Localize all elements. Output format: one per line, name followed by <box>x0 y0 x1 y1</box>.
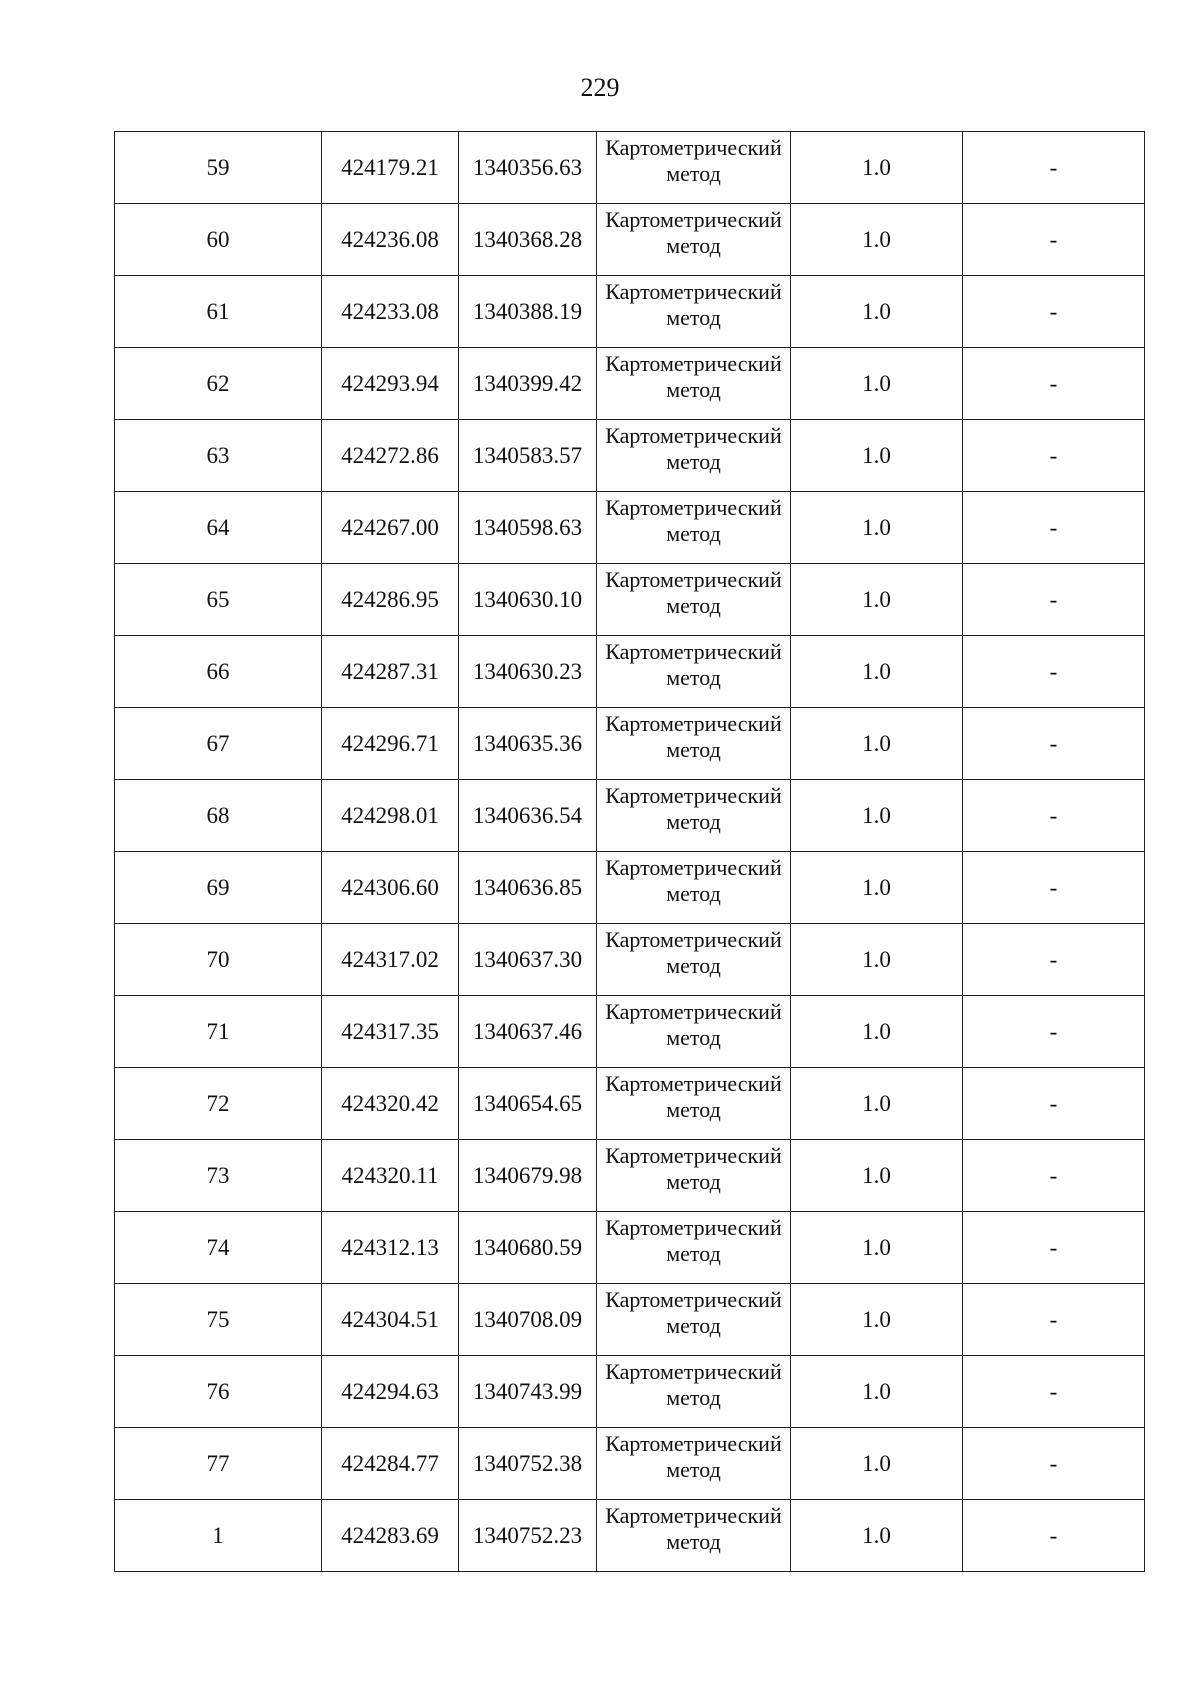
method-line-1: Картометрический <box>605 351 782 376</box>
note-cell: - <box>963 1212 1145 1284</box>
y-coordinate-cell: 1340630.10 <box>459 564 597 636</box>
x-coordinate-cell: 424293.94 <box>322 348 459 420</box>
point-number-cell: 76 <box>115 1356 322 1428</box>
note-cell: - <box>963 636 1145 708</box>
note-cell: - <box>963 132 1145 204</box>
note-cell: - <box>963 348 1145 420</box>
x-coordinate-cell: 424296.71 <box>322 708 459 780</box>
x-coordinate-cell: 424284.77 <box>322 1428 459 1500</box>
method-cell <box>597 1428 791 1500</box>
method-line-1: Картометрический <box>605 1359 782 1384</box>
y-coordinate-cell: 1340399.42 <box>459 348 597 420</box>
y-coordinate-cell: 1340654.65 <box>459 1068 597 1140</box>
y-coordinate-cell: 1340752.38 <box>459 1428 597 1500</box>
method-cell <box>597 132 791 204</box>
table-row <box>115 1356 1145 1428</box>
table-row <box>115 1140 1145 1212</box>
method-cell <box>597 1068 791 1140</box>
table-row <box>115 564 1145 636</box>
x-coordinate-cell: 424317.02 <box>322 924 459 996</box>
y-coordinate-cell: 1340630.23 <box>459 636 597 708</box>
y-coordinate-cell: 1340637.30 <box>459 924 597 996</box>
table-row <box>115 708 1145 780</box>
method-line-1: Картометрический <box>605 1071 782 1096</box>
method-cell <box>597 1500 791 1572</box>
note-cell: - <box>963 1284 1145 1356</box>
page-number: 229 <box>580 73 620 102</box>
table-body <box>115 132 1145 1572</box>
method-line-1: Картометрический <box>605 423 782 448</box>
y-coordinate-cell: 1340743.99 <box>459 1356 597 1428</box>
note-cell: - <box>963 1140 1145 1212</box>
method-line-1: Картометрический <box>605 783 782 808</box>
note-cell: - <box>963 996 1145 1068</box>
method-line-1: Картометрический <box>605 1287 782 1312</box>
accuracy-cell: 1.0 <box>791 132 963 204</box>
note-cell: - <box>963 1068 1145 1140</box>
method-line-1: Картометрический <box>605 1143 782 1168</box>
method-line-1: Картометрический <box>605 135 782 160</box>
y-coordinate-cell: 1340636.54 <box>459 780 597 852</box>
method-cell <box>597 204 791 276</box>
x-coordinate-cell: 424179.21 <box>322 132 459 204</box>
method-line-2: метод <box>666 665 721 690</box>
accuracy-cell: 1.0 <box>791 564 963 636</box>
x-coordinate-cell: 424320.11 <box>322 1140 459 1212</box>
accuracy-cell: 1.0 <box>791 1212 963 1284</box>
x-coordinate-cell: 424312.13 <box>322 1212 459 1284</box>
table-row <box>115 420 1145 492</box>
table-row <box>115 1428 1145 1500</box>
method-cell <box>597 1212 791 1284</box>
y-coordinate-cell: 1340680.59 <box>459 1212 597 1284</box>
method-line-2: метод <box>666 593 721 618</box>
point-number-cell: 69 <box>115 852 322 924</box>
note-cell: - <box>963 1500 1145 1572</box>
point-number-cell: 66 <box>115 636 322 708</box>
method-line-2: метод <box>666 1529 721 1554</box>
coordinates-table <box>114 131 1145 1572</box>
method-cell <box>597 348 791 420</box>
method-cell <box>597 780 791 852</box>
method-line-1: Картометрический <box>605 207 782 232</box>
method-line-2: метод <box>666 377 721 402</box>
point-number-cell: 71 <box>115 996 322 1068</box>
y-coordinate-cell: 1340635.36 <box>459 708 597 780</box>
y-coordinate-cell: 1340368.28 <box>459 204 597 276</box>
accuracy-cell: 1.0 <box>791 708 963 780</box>
method-cell <box>597 564 791 636</box>
accuracy-cell: 1.0 <box>791 996 963 1068</box>
note-cell: - <box>963 564 1145 636</box>
accuracy-cell: 1.0 <box>791 1428 963 1500</box>
accuracy-cell: 1.0 <box>791 276 963 348</box>
y-coordinate-cell: 1340708.09 <box>459 1284 597 1356</box>
note-cell: - <box>963 204 1145 276</box>
x-coordinate-cell: 424317.35 <box>322 996 459 1068</box>
note-cell: - <box>963 708 1145 780</box>
accuracy-cell: 1.0 <box>791 1500 963 1572</box>
method-line-1: Картометрический <box>605 1215 782 1240</box>
accuracy-cell: 1.0 <box>791 636 963 708</box>
point-number-cell: 68 <box>115 780 322 852</box>
x-coordinate-cell: 424286.95 <box>322 564 459 636</box>
method-cell <box>597 1140 791 1212</box>
point-number-cell: 61 <box>115 276 322 348</box>
x-coordinate-cell: 424306.60 <box>322 852 459 924</box>
method-line-1: Картометрический <box>605 567 782 592</box>
table-row <box>115 1212 1145 1284</box>
table-row <box>115 996 1145 1068</box>
accuracy-cell: 1.0 <box>791 780 963 852</box>
y-coordinate-cell: 1340752.23 <box>459 1500 597 1572</box>
method-line-1: Картометрический <box>605 927 782 952</box>
method-line-2: метод <box>666 1457 721 1482</box>
method-cell <box>597 852 791 924</box>
y-coordinate-cell: 1340637.46 <box>459 996 597 1068</box>
method-line-1: Картометрический <box>605 639 782 664</box>
method-cell <box>597 636 791 708</box>
method-line-1: Картометрический <box>605 495 782 520</box>
x-coordinate-cell: 424233.08 <box>322 276 459 348</box>
table-row <box>115 204 1145 276</box>
method-line-1: Картометрический <box>605 279 782 304</box>
x-coordinate-cell: 424287.31 <box>322 636 459 708</box>
point-number-cell: 59 <box>115 132 322 204</box>
y-coordinate-cell: 1340388.19 <box>459 276 597 348</box>
table-row <box>115 348 1145 420</box>
method-line-2: метод <box>666 1241 721 1266</box>
method-line-2: метод <box>666 1025 721 1050</box>
accuracy-cell: 1.0 <box>791 852 963 924</box>
note-cell: - <box>963 852 1145 924</box>
method-line-1: Картометрический <box>605 855 782 880</box>
note-cell: - <box>963 924 1145 996</box>
method-line-2: метод <box>666 1097 721 1122</box>
y-coordinate-cell: 1340356.63 <box>459 132 597 204</box>
accuracy-cell: 1.0 <box>791 420 963 492</box>
point-number-cell: 67 <box>115 708 322 780</box>
x-coordinate-cell: 424298.01 <box>322 780 459 852</box>
method-cell <box>597 1284 791 1356</box>
x-coordinate-cell: 424283.69 <box>322 1500 459 1572</box>
point-number-cell: 74 <box>115 1212 322 1284</box>
accuracy-cell: 1.0 <box>791 1284 963 1356</box>
table-row <box>115 780 1145 852</box>
method-line-2: метод <box>666 1313 721 1338</box>
y-coordinate-cell: 1340583.57 <box>459 420 597 492</box>
method-cell <box>597 492 791 564</box>
note-cell: - <box>963 780 1145 852</box>
x-coordinate-cell: 424320.42 <box>322 1068 459 1140</box>
y-coordinate-cell: 1340636.85 <box>459 852 597 924</box>
point-number-cell: 62 <box>115 348 322 420</box>
method-cell <box>597 924 791 996</box>
note-cell: - <box>963 492 1145 564</box>
x-coordinate-cell: 424294.63 <box>322 1356 459 1428</box>
point-number-cell: 75 <box>115 1284 322 1356</box>
table-row <box>115 852 1145 924</box>
note-cell: - <box>963 276 1145 348</box>
table-row <box>115 924 1145 996</box>
accuracy-cell: 1.0 <box>791 1068 963 1140</box>
table-row <box>115 276 1145 348</box>
x-coordinate-cell: 424304.51 <box>322 1284 459 1356</box>
method-line-2: метод <box>666 233 721 258</box>
table-row <box>115 636 1145 708</box>
method-cell <box>597 420 791 492</box>
method-line-2: метод <box>666 305 721 330</box>
method-cell <box>597 276 791 348</box>
accuracy-cell: 1.0 <box>791 1140 963 1212</box>
point-number-cell: 60 <box>115 204 322 276</box>
table-row <box>115 1068 1145 1140</box>
method-line-2: метод <box>666 953 721 978</box>
method-cell <box>597 1356 791 1428</box>
method-line-1: Картометрический <box>605 711 782 736</box>
method-line-2: метод <box>666 1385 721 1410</box>
note-cell: - <box>963 1356 1145 1428</box>
table-row <box>115 492 1145 564</box>
y-coordinate-cell: 1340679.98 <box>459 1140 597 1212</box>
method-line-2: метод <box>666 161 721 186</box>
point-number-cell: 73 <box>115 1140 322 1212</box>
point-number-cell: 70 <box>115 924 322 996</box>
x-coordinate-cell: 424236.08 <box>322 204 459 276</box>
point-number-cell: 72 <box>115 1068 322 1140</box>
table-row <box>115 132 1145 204</box>
method-line-2: метод <box>666 449 721 474</box>
point-number-cell: 64 <box>115 492 322 564</box>
point-number-cell: 77 <box>115 1428 322 1500</box>
point-number-cell: 65 <box>115 564 322 636</box>
y-coordinate-cell: 1340598.63 <box>459 492 597 564</box>
method-line-2: метод <box>666 809 721 834</box>
x-coordinate-cell: 424267.00 <box>322 492 459 564</box>
table-row <box>115 1500 1145 1572</box>
accuracy-cell: 1.0 <box>791 924 963 996</box>
method-line-2: метод <box>666 521 721 546</box>
method-line-1: Картометрический <box>605 1431 782 1456</box>
accuracy-cell: 1.0 <box>791 492 963 564</box>
note-cell: - <box>963 1428 1145 1500</box>
point-number-cell: 63 <box>115 420 322 492</box>
point-number-cell: 1 <box>115 1500 322 1572</box>
method-line-2: метод <box>666 881 721 906</box>
method-cell <box>597 996 791 1068</box>
accuracy-cell: 1.0 <box>791 204 963 276</box>
method-line-2: метод <box>666 1169 721 1194</box>
x-coordinate-cell: 424272.86 <box>322 420 459 492</box>
method-line-1: Картометрический <box>605 999 782 1024</box>
note-cell: - <box>963 420 1145 492</box>
method-line-1: Картометрический <box>605 1503 782 1528</box>
method-cell <box>597 708 791 780</box>
table-row <box>115 1284 1145 1356</box>
accuracy-cell: 1.0 <box>791 348 963 420</box>
method-line-2: метод <box>666 737 721 762</box>
accuracy-cell: 1.0 <box>791 1356 963 1428</box>
